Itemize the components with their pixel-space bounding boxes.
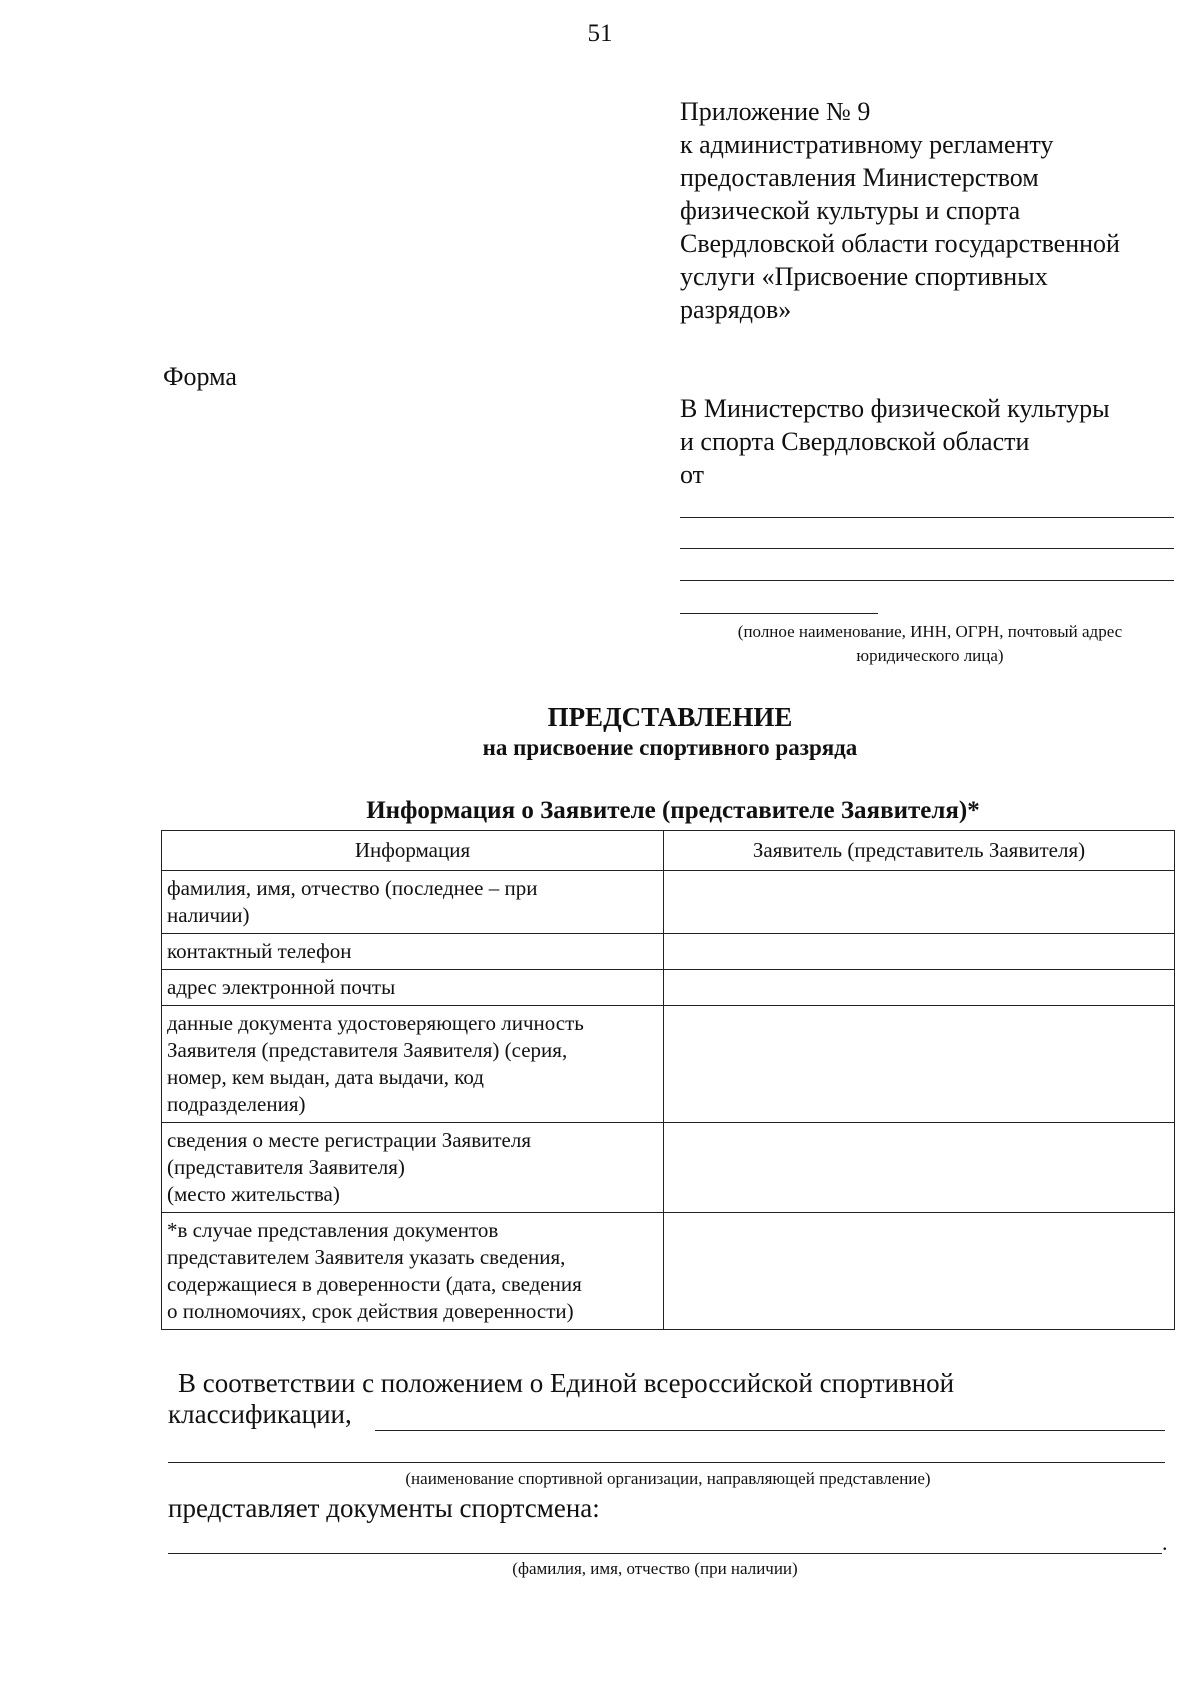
appendix-line: к административному регламенту (680, 130, 1054, 159)
applicant-value-cell[interactable] (664, 871, 1175, 934)
addressee-block (680, 392, 1180, 491)
table-row (162, 871, 1175, 934)
table-row (162, 970, 1175, 1006)
appendix-line: физической культуры и спорта (680, 196, 1021, 225)
table-row (162, 1213, 1175, 1330)
sender-fill-line-short[interactable] (680, 613, 878, 614)
sender-fill-line[interactable] (680, 548, 1174, 549)
addressee-line: и спорта Свердловской области (680, 427, 1030, 456)
appendix-line: Приложение № 9 (680, 97, 871, 126)
row-label-line: контактный телефон (167, 939, 352, 963)
row-label (162, 1123, 664, 1213)
row-label (162, 1213, 664, 1330)
sender-caption (690, 620, 1170, 668)
organization-fill-line[interactable] (375, 1430, 1165, 1431)
row-label (162, 871, 664, 934)
table-header-row (162, 831, 1175, 871)
row-label-line: подразделения) (167, 1092, 306, 1116)
row-label-line: *в случае представления документов (167, 1218, 499, 1242)
table-header-applicant: Заявитель (представитель Заявителя) (664, 831, 1175, 871)
table-title: Информация о Заявителе (представителе Заявителя)* (366, 797, 980, 824)
applicant-value-cell[interactable] (664, 1006, 1175, 1123)
row-label-line: содержащиеся в доверенности (дата, сведения (167, 1272, 582, 1296)
organization-fill-line[interactable] (168, 1462, 1165, 1463)
applicant-value-cell[interactable] (664, 970, 1175, 1006)
sender-caption-line: (полное наименование, ИНН, ОГРН, почтовый адрес (737, 622, 1123, 641)
appendix-line: Свердловской области государственной (680, 229, 1120, 258)
table-row (162, 1123, 1175, 1213)
appendix-line: предоставления Министерством (680, 163, 1039, 192)
sender-caption-line: юридического лица) (856, 646, 1004, 665)
page-number: 51 (587, 20, 613, 47)
row-label-line: сведения о месте регистрации Заявителя (167, 1128, 532, 1152)
row-label-line: данные документа удостоверяющего личность (167, 1011, 584, 1035)
athlete-caption: (фамилия, имя, отчество (при наличии) (512, 1559, 798, 1578)
row-label-line: Заявителя (представителя Заявителя) (серия, (167, 1038, 568, 1062)
row-label-line: наличии) (167, 903, 250, 927)
sender-fill-line[interactable] (680, 517, 1174, 518)
paragraph-line: представляет документы спортсмена: (168, 1493, 600, 1523)
table-row (162, 1006, 1175, 1123)
addressee-line: В Министерство физической культуры (680, 394, 1110, 423)
row-label (162, 934, 664, 970)
row-label (162, 1006, 664, 1123)
applicant-value-cell[interactable] (664, 1123, 1175, 1213)
document-title: ПРЕДСТАВЛЕНИЕ (547, 702, 793, 732)
addressee-line: от (680, 460, 705, 489)
row-label-line: адрес электронной почты (167, 975, 396, 999)
row-label-line: номер, кем выдан, дата выдачи, код (167, 1065, 484, 1089)
row-label-line: (место жительства) (167, 1182, 340, 1206)
appendix-heading (680, 95, 1180, 326)
form-label: Форма (163, 362, 237, 391)
applicant-value-cell[interactable] (664, 934, 1175, 970)
row-label-line: фамилия, имя, отчество (последнее – при (167, 876, 538, 900)
row-label (162, 970, 664, 1006)
table-header-info: Информация (162, 831, 664, 871)
paragraph-line: В соответствии с положением о Единой всероссийской спортивной (178, 1368, 955, 1398)
row-label-line: представителем Заявителя указать сведения, (167, 1245, 566, 1269)
paragraph-line: классификации, (168, 1399, 352, 1429)
row-label-line: о полномочиях, срок действия доверенности) (167, 1299, 574, 1323)
appendix-line: разрядов» (680, 295, 792, 324)
trailing-dot: . (1162, 1530, 1168, 1555)
document-subtitle: на присвоение спортивного разряда (482, 735, 858, 760)
table-row (162, 934, 1175, 970)
organization-caption: (наименование спортивной организации, направляющей представление) (405, 1469, 931, 1488)
athlete-fill-line[interactable] (168, 1553, 1162, 1554)
sender-fill-line[interactable] (680, 580, 1174, 581)
row-label-line: (представителя Заявителя) (167, 1155, 405, 1179)
applicant-value-cell[interactable] (664, 1213, 1175, 1330)
appendix-line: услуги «Присвоение спортивных (680, 262, 1048, 291)
applicant-info-table (161, 830, 1175, 1330)
